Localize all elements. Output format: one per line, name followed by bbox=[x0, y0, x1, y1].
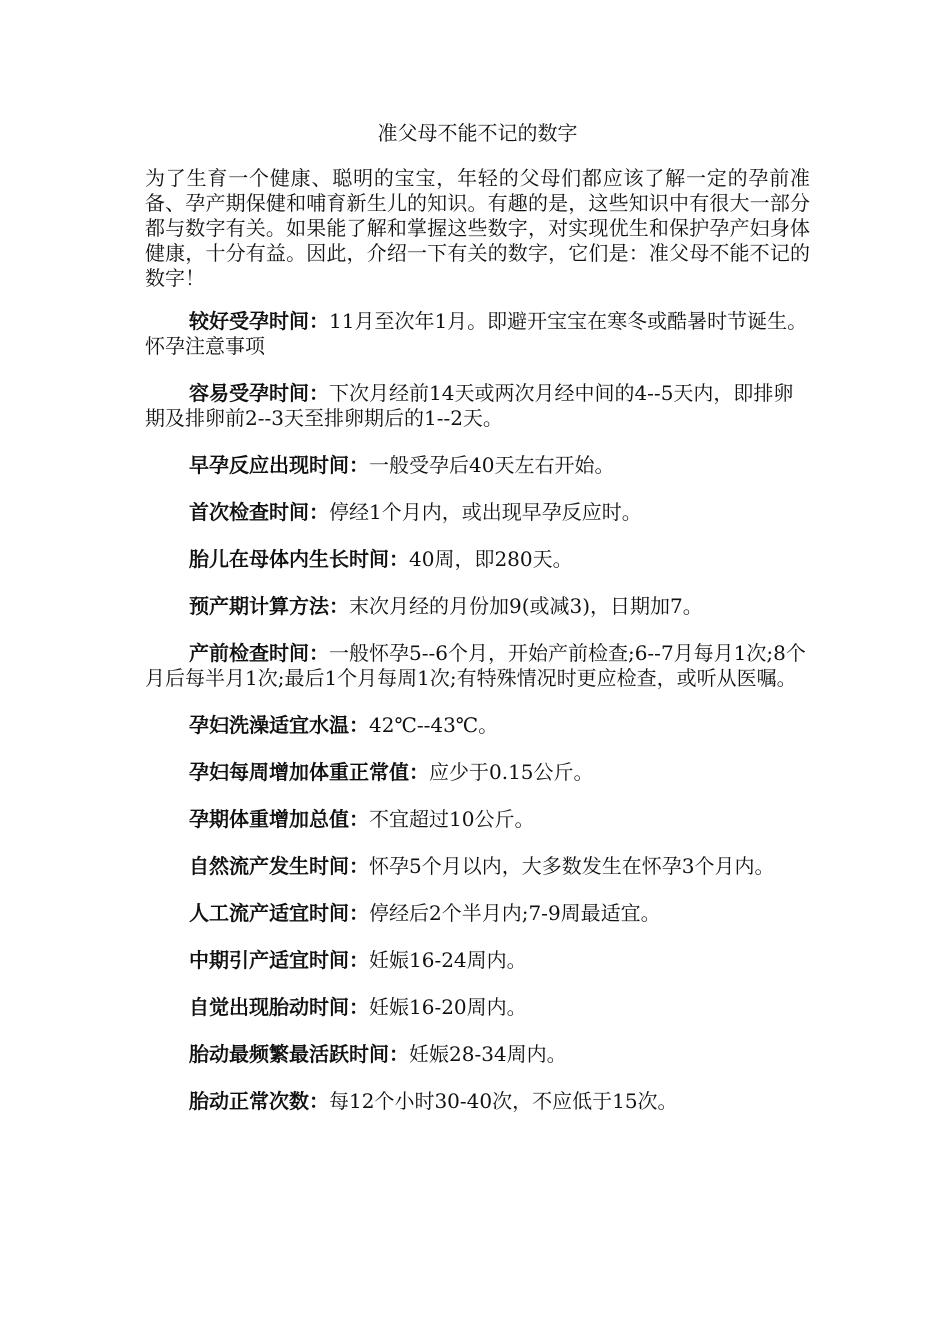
list-item bbox=[145, 381, 810, 431]
list-item bbox=[145, 453, 810, 478]
item-text: 怀孕5个月以内，大多数发生在怀孕3个月内。 bbox=[369, 854, 775, 878]
item-text: 不宜超过10公斤。 bbox=[369, 807, 535, 831]
list-item bbox=[145, 1042, 810, 1067]
item-text: 妊娠16-24周内。 bbox=[369, 948, 527, 972]
document-page bbox=[145, 118, 810, 1136]
intro-paragraph: 为了生育一个健康、聪明的宝宝，年轻的父母们都应该了解一定的孕前准备、孕产期保健和哺育新生儿的知识。有趣的是，这些知识中有很大一部分都与数字有关。如果能了解和掌握这些数字，对实现优生和保护孕产妇身体健康，十分有益。因此，介绍一下有关的数字，它们是：准父母不能不记的数字！ bbox=[145, 166, 810, 290]
item-text: 下次月经前14天或两次月经中间的4--5天内，即排卵期及排卵前2--3天至排卵期后的1--2天。 bbox=[145, 381, 794, 430]
item-label: 孕期体重增加总值： bbox=[189, 807, 369, 831]
item-label: 孕妇洗澡适宜水温： bbox=[189, 713, 369, 737]
item-label: 产前检查时间： bbox=[189, 641, 329, 665]
item-label: 胎儿在母体内生长时间： bbox=[189, 547, 409, 571]
item-label: 容易受孕时间： bbox=[189, 381, 329, 405]
item-text: 每12个小时30-40次，不应低于15次。 bbox=[329, 1089, 678, 1113]
item-label: 自然流产发生时间： bbox=[189, 854, 369, 878]
list-item bbox=[145, 854, 810, 879]
item-text: 停经后2个半月内;7-9周最适宜。 bbox=[369, 901, 661, 925]
item-label: 自觉出现胎动时间： bbox=[189, 995, 369, 1019]
list-item bbox=[145, 547, 810, 572]
item-label: 胎动正常次数： bbox=[189, 1089, 329, 1113]
list-item bbox=[145, 995, 810, 1020]
list-item bbox=[145, 641, 810, 691]
item-text: 末次月经的月份加9(或减3)，日期加7。 bbox=[349, 594, 703, 618]
list-item bbox=[145, 760, 810, 785]
list-item bbox=[145, 1089, 810, 1114]
list-item bbox=[145, 594, 810, 619]
item-label: 中期引产适宜时间： bbox=[189, 948, 369, 972]
item-text: 妊娠16-20周内。 bbox=[369, 995, 527, 1019]
item-label: 首次检查时间： bbox=[189, 500, 329, 524]
item-text: 一般受孕后40天左右开始。 bbox=[369, 453, 615, 477]
item-text: 11月至次年1月。即避开宝宝在寒冬或酷暑时节诞生。怀孕注意事项 bbox=[145, 309, 808, 358]
item-text: 妊娠28-34周内。 bbox=[409, 1042, 567, 1066]
list-item bbox=[145, 713, 810, 738]
item-text: 应少于0.15公斤。 bbox=[429, 760, 594, 784]
item-text: 停经1个月内，或出现早孕反应时。 bbox=[329, 500, 642, 524]
item-label: 人工流产适宜时间： bbox=[189, 901, 369, 925]
item-label: 较好受孕时间： bbox=[189, 309, 329, 333]
list-item bbox=[145, 500, 810, 525]
document-title: 准父母不能不记的数字 bbox=[377, 121, 578, 145]
list-item bbox=[145, 309, 810, 359]
item-text: 42℃--43℃。 bbox=[369, 713, 499, 737]
item-label: 孕妇每周增加体重正常值： bbox=[189, 760, 429, 784]
item-text: 一般怀孕5--6个月，开始产前检查;6--7月每月1次;8个月后每半月1次;最后1个月每周1次;有特殊情况时更应检查，或听从医嘱。 bbox=[145, 641, 806, 690]
list-item bbox=[145, 901, 810, 926]
list-item bbox=[145, 807, 810, 832]
item-text: 40周，即280天。 bbox=[409, 547, 573, 571]
item-label: 早孕反应出现时间： bbox=[189, 453, 369, 477]
list-item bbox=[145, 948, 810, 973]
item-label: 预产期计算方法： bbox=[189, 594, 349, 618]
item-label: 胎动最频繁最活跃时间： bbox=[189, 1042, 409, 1066]
